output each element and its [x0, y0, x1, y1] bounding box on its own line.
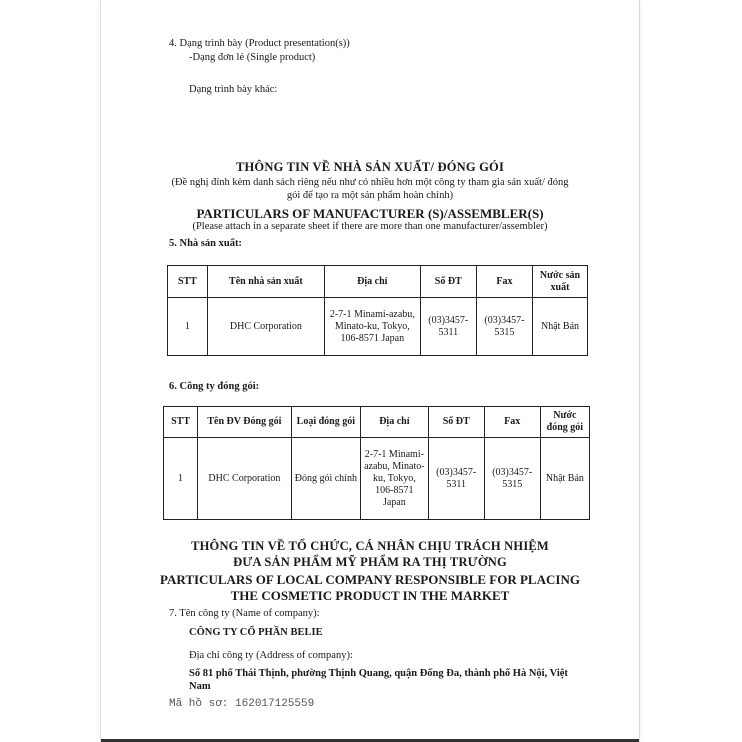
company-address-line-2: Nam — [189, 681, 211, 692]
cell-address: 2-7-1 Minami-azabu, Minato-ku, Tokyo, 106-8571 Japan — [324, 298, 420, 356]
header-country: Nước sản xuất — [532, 266, 587, 298]
cell-country: Nhật Bản — [540, 438, 589, 520]
cell-fax: (03)3457-5315 — [476, 298, 532, 356]
record-number: Mã hồ sơ: 162017125559 — [169, 698, 315, 710]
cell-pack-type: Đóng gói chính — [291, 438, 360, 520]
table-header-row — [168, 266, 588, 298]
company-address-label: Địa chỉ công ty (Address of company): — [189, 650, 353, 661]
header-fax: Fax — [476, 266, 532, 298]
manufacturer-title-en: PARTICULARS OF MANUFACTURER (S)/ASSEMBLER(S) — [196, 206, 544, 221]
local-company-title-vn-2: ĐƯA SẢN PHẨM MỸ PHẨM RA THỊ TRƯỜNG — [233, 555, 507, 569]
header-phone: Số ĐT — [428, 407, 484, 438]
manufacturer-note-vn-2: gói để tạo ra một sản phẩm hoàn chỉnh) — [286, 190, 454, 201]
header-phone: Số ĐT — [420, 266, 476, 298]
header-pack-type: Loại đóng gói — [291, 407, 360, 438]
table-row — [168, 298, 588, 356]
header-stt: STT — [168, 266, 208, 298]
header-stt: STT — [164, 407, 198, 438]
manufacturer-note-en: (Please attach in a separate sheet if there are more than one manufacturer/assembler) — [192, 221, 548, 232]
cell-stt: 1 — [164, 438, 198, 520]
section4-single-product: -Dạng đơn lẻ (Single product) — [189, 52, 316, 63]
cell-name: DHC Corporation — [198, 438, 292, 520]
cell-phone: (03)3457-5311 — [420, 298, 476, 356]
header-country: Nước đóng gói — [540, 407, 589, 438]
cell-country: Nhật Bản — [532, 298, 587, 356]
header-address: Địa chỉ — [361, 407, 429, 438]
section6-label: 6. Công ty đóng gói: — [169, 381, 260, 392]
cell-address: 2-7-1 Minami-azabu, Minato-ku, Tokyo, 106-8571 Japan — [361, 438, 429, 520]
manufacturer-title-vn: THÔNG TIN VỀ NHÀ SẢN XUẤT/ ĐÓNG GÓI — [235, 160, 505, 174]
local-company-title-vn-1: THÔNG TIN VỀ TỔ CHỨC, CÁ NHÂN CHỊU TRÁCH NHIỆM — [191, 539, 549, 553]
company-name: CÔNG TY CỔ PHẦN BELIE — [189, 627, 323, 638]
manufacturer-table — [167, 265, 588, 356]
manufacturer-note-vn-1: (Đề nghị đính kèm danh sách riêng nếu như có nhiều hơn một công ty tham gia sản xuất/ đóng — [171, 177, 569, 188]
header-fax: Fax — [484, 407, 540, 438]
cell-phone: (03)3457-5311 — [428, 438, 484, 520]
local-company-title-en-1: PARTICULARS OF LOCAL COMPANY RESPONSIBLE FOR PLACING — [160, 572, 580, 587]
header-name: Tên nhà sản xuất — [207, 266, 324, 298]
header-name: Tên ĐV Đóng gói — [198, 407, 292, 438]
header-address: Địa chỉ — [324, 266, 420, 298]
document-page — [100, 0, 640, 742]
company-address-line-1: Số 81 phố Thái Thịnh, phường Thịnh Quang, quận Đống Đa, thành phố Hà Nội, Việt — [189, 668, 568, 679]
section5-label: 5. Nhà sản xuất: — [169, 238, 242, 249]
cell-fax: (03)3457-5315 — [484, 438, 540, 520]
section4-other-presentation: Dạng trình bày khác: — [189, 84, 278, 95]
local-company-title-en-2: THE COSMETIC PRODUCT IN THE MARKET — [230, 588, 510, 603]
section7-label: 7. Tên công ty (Name of company): — [169, 608, 320, 619]
cell-name: DHC Corporation — [207, 298, 324, 356]
cell-stt: 1 — [168, 298, 208, 356]
assembler-table — [163, 406, 590, 520]
table-header-row — [164, 407, 590, 438]
section4-heading: 4. Dạng trình bày (Product presentation(s)) — [169, 38, 350, 49]
table-row — [164, 438, 590, 520]
